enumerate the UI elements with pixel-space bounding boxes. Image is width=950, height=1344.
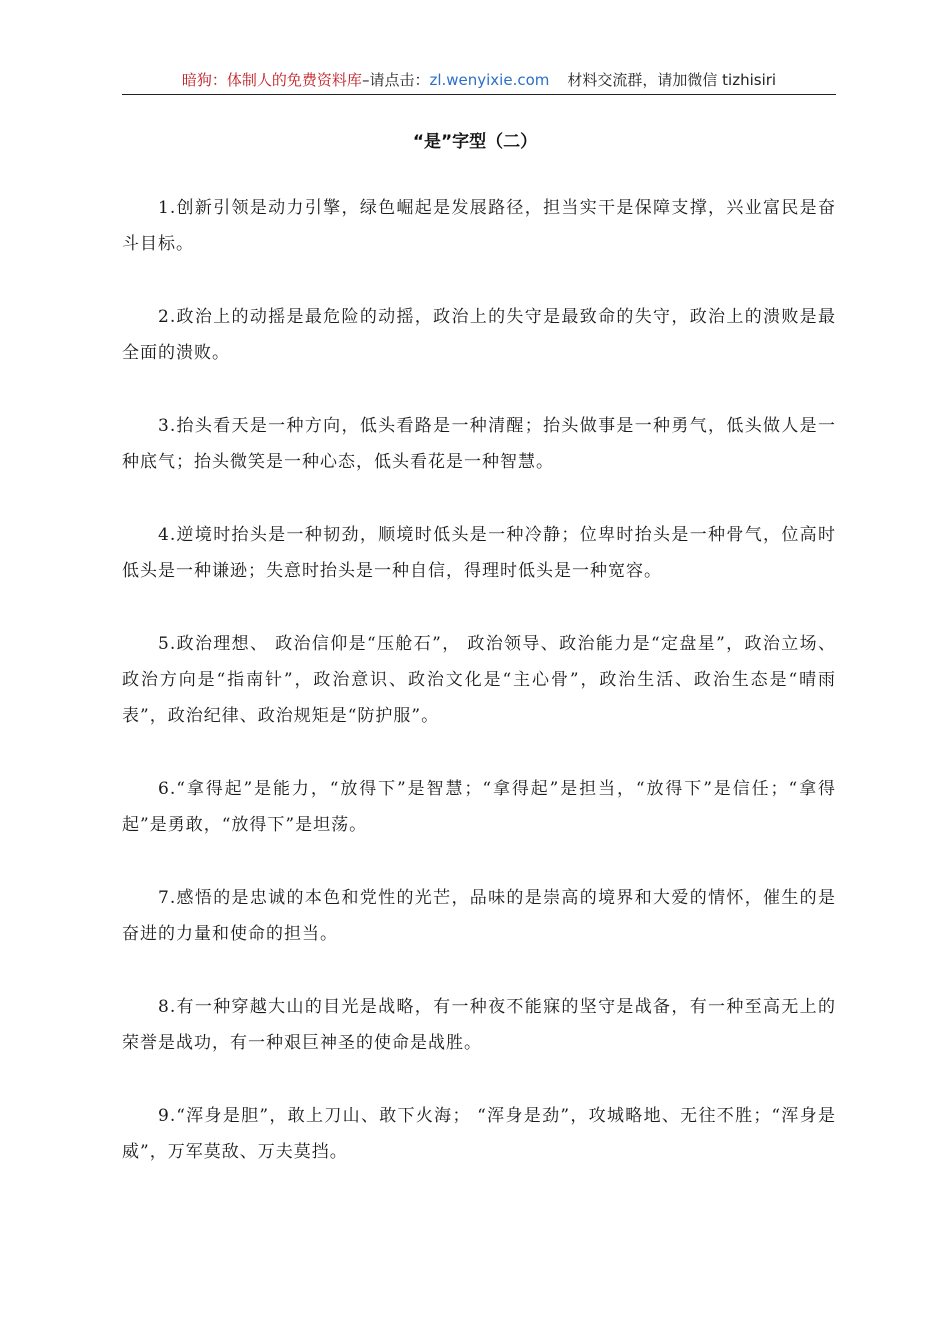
header-url-link[interactable]: zl.wenyixie.com xyxy=(429,71,550,89)
paragraph-7: 7.感悟的是忠诚的本色和党性的光芒，品味的是崇高的境界和大爱的情怀，催生的是奋进的力量和使命的担当。 xyxy=(122,888,836,944)
document-body xyxy=(122,190,836,1207)
document-title: “是”字型（二） xyxy=(412,132,538,152)
header-wechat-text: 材料交流群，请加微信 tizhisiri xyxy=(567,71,777,89)
paragraph-8: 8.有一种穿越大山的目光是战略，有一种夜不能寐的坚守是战备，有一种至高无上的荣誉是战功，有一种艰巨神圣的使命是战胜。 xyxy=(122,997,836,1053)
header-click-prompt: –请点击： xyxy=(361,71,430,89)
header-brand: 暗狗：体制人的免费资料库 xyxy=(181,71,362,89)
paragraph-3: 3.抬头看天是一种方向，低头看路是一种清醒；抬头做事是一种勇气，低头做人是一种底气；抬头微笑是一种心态，低头看花是一种智慧。 xyxy=(122,416,836,472)
paragraph-2: 2.政治上的动摇是最危险的动摇，政治上的失守是最致命的失守，政治上的溃败是最全面的溃败。 xyxy=(122,307,836,363)
paragraph-1: 1.创新引领是动力引擎，绿色崛起是发展路径，担当实干是保障支撑，兴业富民是奋斗目标。 xyxy=(122,198,836,254)
paragraph-9: 9.“浑身是胆”，敢上刀山、敢下火海； “浑身是劲”，攻城略地、无往不胜；“浑身是威”，万军莫敌、万夫莫挡。 xyxy=(122,1106,836,1162)
paragraph-4: 4.逆境时抬头是一种韧劲，顺境时低头是一种冷静；位卑时抬头是一种骨气，位高时低头是一种谦逊；失意时抬头是一种自信，得理时低头是一种宽容。 xyxy=(122,525,836,581)
paragraph-6: 6.“拿得起”是能力，“放得下”是智慧；“拿得起”是担当，“放得下”是信任；“拿得起”是勇敢，“放得下”是坦荡。 xyxy=(122,779,836,835)
page-header xyxy=(122,68,836,95)
paragraph-5: 5.政治理想、 政治信仰是“压舱石”， 政治领导、政治能力是“定盘星”，政治立场、政治方向是“指南针”，政治意识、政治文化是“主心骨”，政治生活、政治生态是“晴雨表”，政治纪律、政治规矩是“防护服”。 xyxy=(122,634,836,726)
